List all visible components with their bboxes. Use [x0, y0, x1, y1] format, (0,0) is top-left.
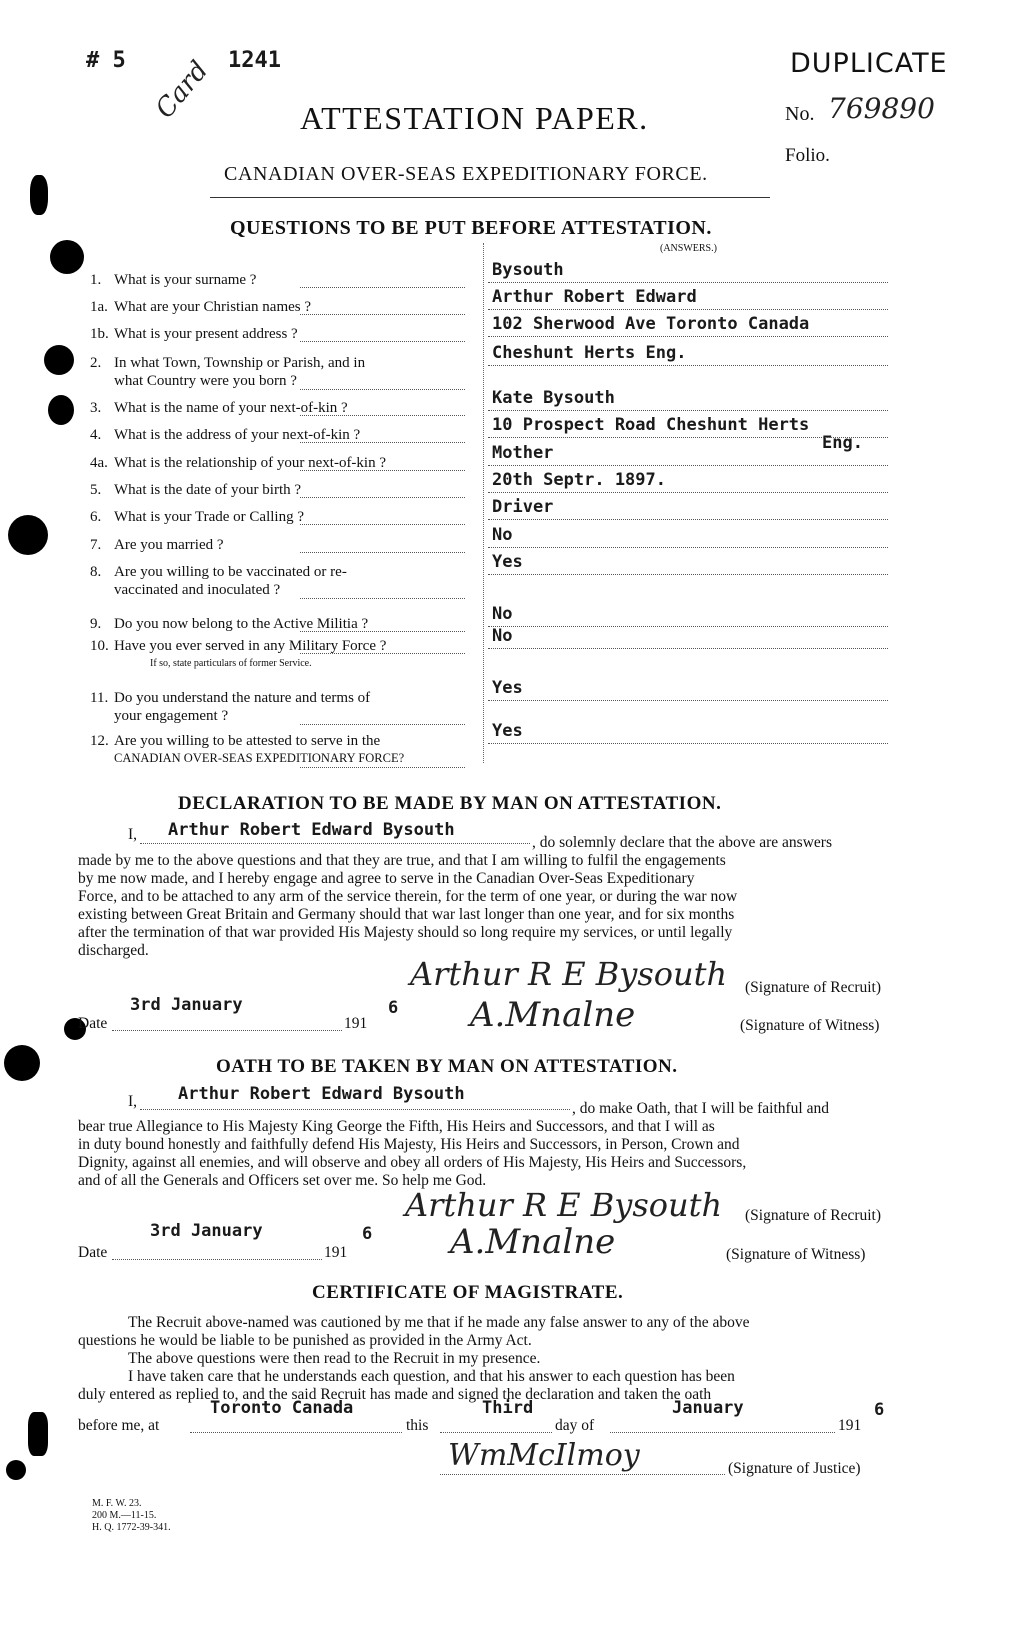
recruit-signature-label: (Signature of Recruit): [745, 1207, 882, 1224]
question-number: 9.: [90, 616, 102, 632]
question-text: Have you ever served in any Military Force ?: [114, 638, 387, 654]
oath-text-line: in duty bound honestly and faithfully defend His Majesty, His Heirs and Successors, in Person, Crown and: [78, 1136, 740, 1153]
year-prefix: 191: [324, 1244, 348, 1261]
question-number: 2.: [90, 355, 102, 371]
justice-signature-line: [440, 1474, 725, 1475]
answer-line: [488, 743, 888, 744]
question-text: Are you willing to be vaccinated or re-: [114, 564, 347, 580]
question-text: What is your surname ?: [114, 272, 257, 288]
duplicate-stamp: DUPLICATE: [790, 48, 948, 79]
question-leader-line: [300, 341, 465, 342]
certificate-day: Third: [482, 1398, 534, 1418]
oath-recruit-name: Arthur Robert Edward Bysouth: [178, 1084, 465, 1104]
answer-value: Yes: [492, 721, 523, 741]
questions-heading: QUESTIONS TO BE PUT BEFORE ATTESTATION.: [230, 217, 712, 239]
declaration-name-line: [140, 843, 530, 844]
day-line: [440, 1432, 552, 1433]
oath-heading: OATH TO BE TAKEN BY MAN ON ATTESTATION.: [216, 1056, 678, 1077]
oath-date-value: 3rd January: [150, 1221, 263, 1241]
before-me-label: before me, at: [78, 1417, 160, 1434]
question-number: 3.: [90, 400, 102, 416]
justice-signature-label: (Signature of Justice): [728, 1460, 861, 1477]
answer-value: Driver: [492, 497, 554, 517]
certificate-text-line: The above questions were then read to the Recruit in my presence.: [128, 1350, 541, 1367]
question-leader-line: [300, 767, 465, 768]
oath-recruit-signature: Arthur R E Bysouth: [405, 1186, 723, 1224]
answer-value: Cheshunt Herts Eng.: [492, 343, 687, 363]
answer-line: [488, 700, 888, 701]
question-number: 5.: [90, 482, 102, 498]
answers-label: (ANSWERS.): [660, 243, 717, 254]
year-suffix: 6: [362, 1224, 373, 1244]
question-number: 10.: [90, 638, 109, 654]
question-text: What are your Christian names ?: [114, 299, 312, 315]
answer-value: Mother: [492, 443, 554, 463]
punch-hole: [6, 1460, 26, 1480]
question-text: What is the address of your next-of-kin ?: [114, 427, 361, 443]
declaration-recruit-signature: Arthur R E Bysouth: [410, 955, 728, 993]
answer-value: Yes: [492, 552, 523, 572]
question-leader-line: [300, 631, 465, 632]
question-number: 1.: [90, 272, 102, 288]
declaration-text-line: existing between Great Britain and Germany should that war last longer than one year, and for six months: [78, 906, 735, 923]
question-leader-line: [300, 524, 465, 525]
question-number: 6.: [90, 509, 102, 525]
this-label: this: [406, 1417, 429, 1434]
oath-text-line: Dignity, against all enemies, and will observe and obey all orders of His Majesty, His Heirs and Successors,: [78, 1154, 747, 1171]
answer-value: 10 Prospect Road Cheshunt Herts: [492, 415, 810, 435]
question-leader-line: [300, 389, 465, 390]
question-leader-line: [300, 287, 465, 288]
question-leader-line: [300, 724, 465, 725]
punch-hole: [8, 515, 48, 555]
oath-text-line: and of all the Generals and Officers set over me. So help me God.: [78, 1172, 487, 1189]
day-of-label: day of: [555, 1417, 595, 1434]
punch-hole: [4, 1045, 40, 1081]
question-leader-line: [300, 442, 465, 443]
answers-column-divider: [483, 243, 485, 763]
question-text: Do you understand the nature and terms of: [114, 690, 371, 706]
month-line: [610, 1432, 835, 1433]
certificate-text-line: duly entered as replied to, and the said Recruit has made and signed the declaration and taken the oath: [78, 1386, 712, 1403]
question-leader-line: [300, 552, 465, 553]
witness-signature-label: (Signature of Witness): [726, 1246, 866, 1263]
document-title: ATTESTATION PAPER.: [300, 100, 649, 136]
file-number: 1241: [228, 48, 281, 73]
document-subtitle: CANADIAN OVER-SEAS EXPEDITIONARY FORCE.: [224, 163, 708, 185]
question-text: What is your present address ?: [114, 326, 298, 342]
oath-witness-signature: A.Mnalne: [450, 1222, 616, 1262]
question-leader-line: [300, 598, 465, 599]
question-number: 8.: [90, 564, 102, 580]
answer-line: [488, 282, 888, 283]
declaration-i-label: I,: [128, 826, 138, 843]
question-number: 1a.: [90, 299, 108, 315]
year-prefix: 191: [838, 1417, 862, 1434]
question-leader-line: [300, 497, 465, 498]
question-text: Are you married ?: [114, 537, 224, 553]
answer-value: No: [492, 525, 513, 545]
question-number: 7.: [90, 537, 102, 553]
print-run: 200 M.—11-15.: [92, 1510, 157, 1521]
declaration-text-line: by me now made, and I hereby engage and agree to serve in the Canadian Over-Seas Expeditionary: [78, 870, 695, 887]
date-label: Date: [78, 1015, 108, 1032]
recruit-signature-label: (Signature of Recruit): [745, 979, 882, 996]
answer-value: Arthur Robert Edward: [492, 287, 697, 307]
answer-line: [488, 309, 888, 310]
answer-value: Yes: [492, 678, 523, 698]
answer-line: [488, 574, 888, 575]
answer-line: [488, 336, 888, 337]
declaration-witness-signature: A.Mnalne: [470, 995, 636, 1035]
question-text-continued: vaccinated and inoculated ?: [114, 582, 281, 598]
certificate-text-line: questions he would be liable to be punished as provided in the Army Act.: [78, 1332, 532, 1349]
punch-hole: [30, 175, 48, 215]
question-text: What is the relationship of your next-of-kin ?: [114, 455, 387, 471]
no-label: No.: [785, 103, 815, 125]
question-leader-line: [300, 415, 465, 416]
question-leader-line: [300, 314, 465, 315]
question-number: 11.: [90, 690, 109, 706]
question-leader-line: [300, 470, 465, 471]
question-text: What is your Trade or Calling ?: [114, 509, 304, 525]
declaration-text-line: discharged.: [78, 942, 149, 959]
question-number: 12.: [90, 733, 109, 749]
punch-hole: [44, 345, 74, 375]
oath-i-label: I,: [128, 1093, 138, 1110]
question-number: 4a.: [90, 455, 108, 471]
punch-hole: [50, 240, 84, 274]
answer-line: [488, 365, 888, 366]
year-suffix: 6: [388, 998, 399, 1018]
answer-line: [488, 465, 888, 466]
answer-line: [488, 410, 888, 411]
oath-name-line: [140, 1109, 570, 1110]
year-prefix: 191: [344, 1015, 368, 1032]
declaration-date-line: [112, 1030, 342, 1031]
certificate-place: Toronto Canada: [210, 1398, 354, 1418]
certificate-text-line: I have taken care that he understands each question, and that his answer to each question has been: [128, 1368, 735, 1385]
answer-line: [488, 547, 888, 548]
question-number: 4.: [90, 427, 102, 443]
declaration-recruit-name: Arthur Robert Edward Bysouth: [168, 820, 455, 840]
answer-line: [488, 626, 888, 627]
date-label: Date: [78, 1244, 108, 1261]
mark-number: # 5: [86, 48, 126, 73]
declaration-date-value: 3rd January: [130, 995, 243, 1015]
witness-signature-label: (Signature of Witness): [740, 1017, 880, 1034]
justice-signature: WmMcIlmoy: [448, 1438, 640, 1473]
question-text: In what Town, Township or Parish, and in: [114, 355, 366, 371]
punch-hole: [28, 1412, 48, 1456]
form-code: M. F. W. 23.: [92, 1498, 142, 1509]
folio-label: Folio.: [785, 145, 830, 166]
answer-value: Bysouth: [492, 260, 564, 280]
answer-value: No: [492, 604, 513, 624]
answer-line: [488, 519, 888, 520]
question-leader-line: [300, 653, 465, 654]
declaration-text-line: after the termination of that war provided His Majesty should so long require my services, or until legally: [78, 924, 733, 941]
answer-value-continued: Eng.: [822, 433, 863, 453]
hq-code: H. Q. 1772-39-341.: [92, 1522, 171, 1533]
divider: [210, 197, 770, 198]
question-text: Are you willing to be attested to serve in the: [114, 733, 381, 749]
question-text-continued: If so, state particulars of former Service.: [150, 658, 312, 669]
declaration-text-line: Force, and to be attached to any arm of the service therein, for the term of one year, or during the war now: [78, 888, 738, 905]
certificate-month: January: [672, 1398, 744, 1418]
oath-date-line: [112, 1259, 322, 1260]
declaration-text-line: made by me to the above questions and that they are true, and that I am willing to fulfil the engagements: [78, 852, 726, 869]
answer-line: [488, 437, 888, 438]
answer-value: Kate Bysouth: [492, 388, 615, 408]
answer-value: 20th Septr. 1897.: [492, 470, 666, 490]
certificate-text-line: The Recruit above-named was cautioned by me that if he made any false answer to any of the above: [128, 1314, 750, 1331]
question-text: What is the date of your birth ?: [114, 482, 302, 498]
question-number: 1b.: [90, 326, 109, 342]
answer-value: 102 Sherwood Ave Toronto Canada: [492, 314, 810, 334]
answer-line: [488, 492, 888, 493]
oath-text-line: bear true Allegiance to His Majesty King George the Fifth, His Heirs and Successors, and that I will as: [78, 1118, 715, 1135]
card-annotation: Card: [150, 55, 215, 125]
year-suffix: 6: [874, 1400, 885, 1420]
oath-text-line: , do make Oath, that I will be faithful and: [572, 1100, 829, 1117]
punch-hole: [48, 395, 74, 425]
answer-line: [488, 648, 888, 649]
declaration-heading: DECLARATION TO BE MADE BY MAN ON ATTESTATION.: [178, 793, 722, 814]
question-text: What is the name of your next-of-kin ?: [114, 400, 348, 416]
question-text: Do you now belong to the Active Militia ?: [114, 616, 369, 632]
question-text-continued: what Country were you born ?: [114, 373, 297, 389]
answer-value: No: [492, 626, 513, 646]
regimental-number: 769890: [828, 92, 935, 125]
place-line: [190, 1432, 402, 1433]
declaration-text-line: , do solemnly declare that the above are answers: [532, 834, 832, 851]
certificate-heading: CERTIFICATE OF MAGISTRATE.: [312, 1282, 624, 1303]
question-text-continued: CANADIAN OVER-SEAS EXPEDITIONARY FORCE?: [114, 751, 405, 765]
question-text-continued: your engagement ?: [114, 708, 229, 724]
